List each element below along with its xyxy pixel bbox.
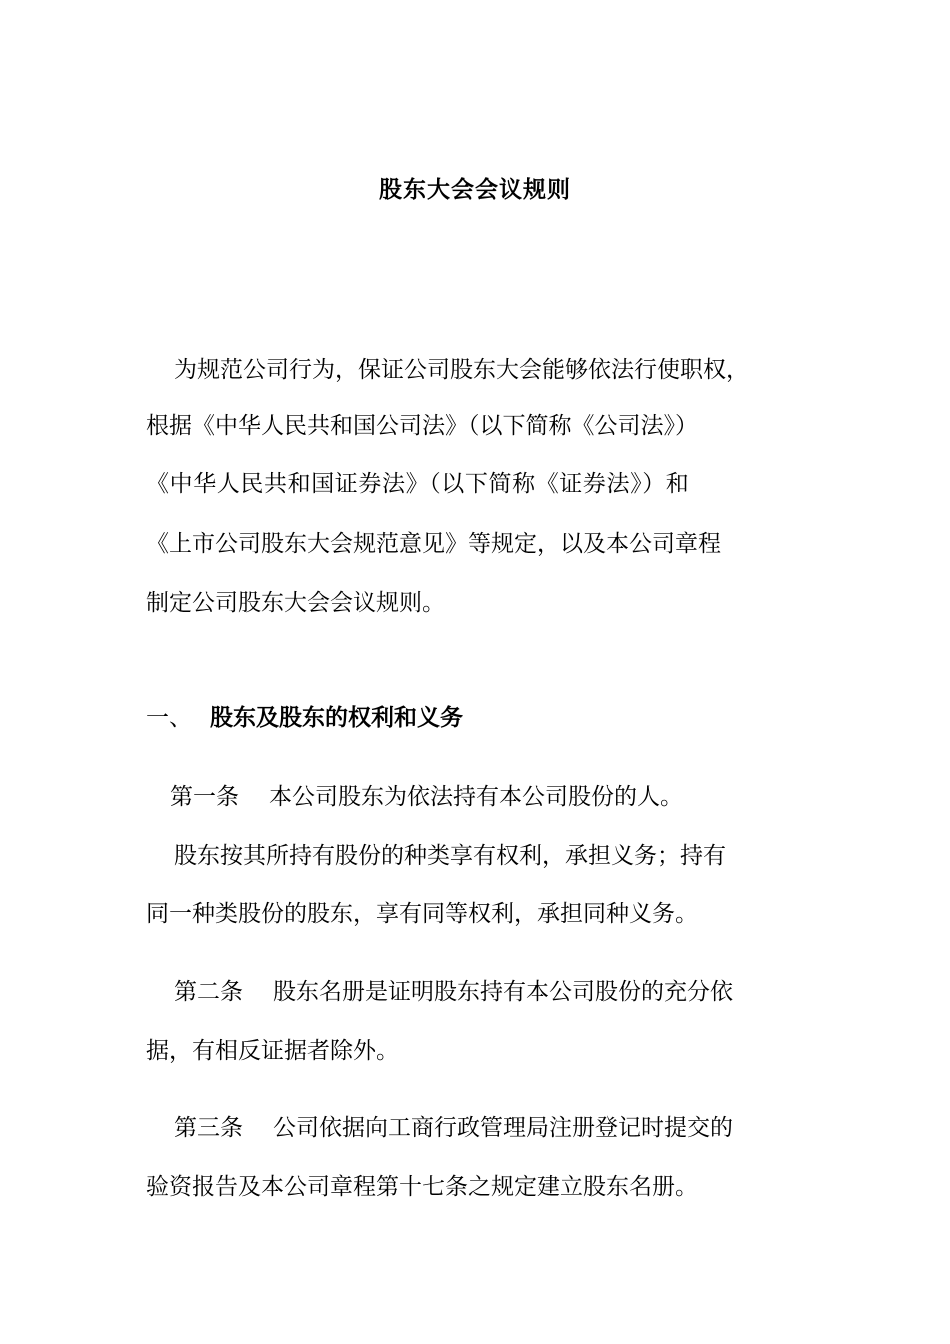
intro-line-5: 制定公司股东大会会议规则。 [146, 590, 445, 616]
section-number: 一、 [146, 705, 192, 731]
document-title: 股东大会会议规则 [379, 176, 571, 203]
intro-line-1: 为规范公司行为，保证公司股东大会能够依法行使职权， [174, 357, 749, 383]
intro-line-4: 《上市公司股东大会规范意见》等规定，以及本公司章程 [146, 531, 721, 557]
section-title: 股东及股东的权利和义务 [210, 704, 463, 731]
article-2-line-2: 据，有相反证据者除外。 [146, 1038, 399, 1064]
intro-line-3: 《中华人民共和国证券法》（以下简称《证券法》）和 [146, 471, 690, 497]
article-2-text-1: 股东名册是证明股东持有本公司股份的充分依 [273, 979, 733, 1005]
section-heading [146, 700, 463, 736]
article-2-number: 第二条 [174, 979, 243, 1005]
intro-line-2: 根据《中华人民共和国公司法》（以下简称《公司法》） [146, 413, 698, 439]
article-3-number: 第三条 [174, 1115, 243, 1141]
article-1-line-1 [170, 779, 683, 815]
article-1-line-2: 股东按其所持有股份的种类享有权利，承担义务；持有 [174, 843, 726, 869]
article-1-text-1: 本公司股东为依法持有本公司股份的人。 [269, 784, 683, 810]
article-3-line-1 [174, 1110, 733, 1146]
article-3-line-2: 验资报告及本公司章程第十七条之规定建立股东名册。 [146, 1174, 698, 1200]
article-1-line-3: 同一种类股份的股东，享有同等权利，承担同种义务。 [146, 901, 698, 927]
article-2-line-1 [174, 974, 733, 1010]
article-3-text-1: 公司依据向工商行政管理局注册登记时提交的 [273, 1115, 733, 1141]
article-1-number: 第一条 [170, 784, 239, 810]
